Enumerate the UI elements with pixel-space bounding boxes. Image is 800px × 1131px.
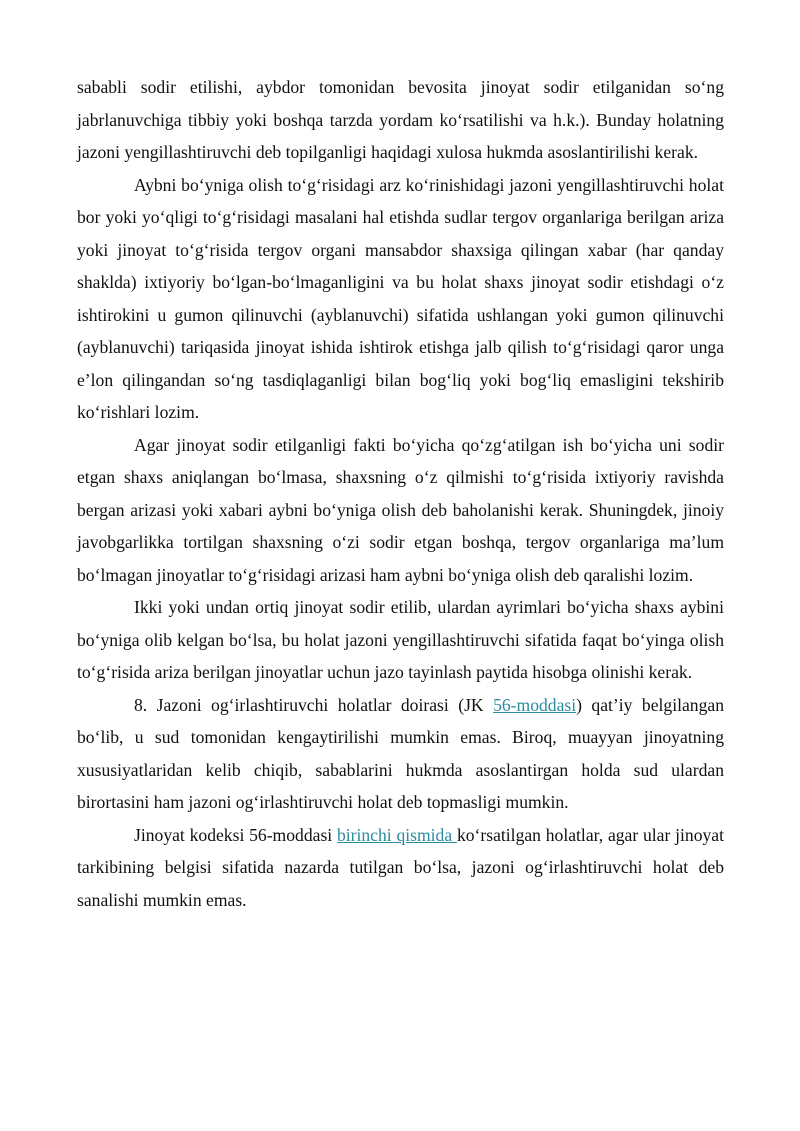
paragraph-aggravating-circumstances <box>77 689 724 819</box>
paragraph-text-before-link: 8. Jazoni og‘irlashtiruvchi holatlar doirasi (JK <box>134 694 494 715</box>
paragraph-confession: Aybni bo‘yniga olish to‘g‘risidagi arz ko‘rinishidagi jazoni yengillashtiruvchi holat bor yoki yo‘qligi to‘g‘risidagi masalani hal etishda sudlar tergov organlariga berilgan ariza yoki jinoyat to‘g‘risida tergov organi mansabdor shaxsiga qilingan xabar (har qanday shaklda) ixtiyoriy bo‘lgan-bo‘lmaganligini va bu holat shaxs jinoyat sodir etishdagi o‘z ishtirokini u gumon qilinuvchi (ayblanuvchi) sifatida ushlangan yoki gumon qilinuvchi (ayblanuvchi) tariqasida jinoyat ishida ishtirok etishga jalb qilish to‘g‘risidagi qaror unga e’lon qilingandan so‘ng tasdiqlaganligi bilan bog‘liq yoki bog‘liq emasligini tekshirib ko‘rishlari lozim. <box>77 174 724 422</box>
paragraph-text-before-link: Jinoyat kodeksi 56-moddasi <box>134 824 337 845</box>
article-56-link[interactable]: 56-moddasi <box>493 694 577 715</box>
paragraph-continuation: sababli sodir etilishi, aybdor tomonidan bevosita jinoyat sodir etilganidan so‘ng jabrlanuvchiga tibbiy yoki boshqa tarzda yordam ko‘rsatilishi va h.k.). Bunday holatning jazoni yengillashtiruvchi deb topilganligi haqidagi xulosa hukmda asoslantirilishi kerak. <box>77 77 724 162</box>
paragraph-text-after-link: ko‘rsatilgan holatlar, agar ular jinoyat tarkibining belgisi sifatida nazarda tutilgan bo‘lsa, jazoni og‘irlashtiruvchi holat deb sanalishi mumkin emas. <box>77 824 724 910</box>
document-page <box>77 71 724 916</box>
paragraph-multiple-crimes: Ikki yoki undan ortiq jinoyat sodir etilib, ulardan ayrimlari bo‘yicha shaxs aybini bo‘yniga olib kelgan bo‘lsa, bu holat jazoni yengillashtiruvchi sifatida faqat bo‘yinga olish to‘g‘risida ariza berilgan jinoyatlar uchun jazo tayinlash paytida hisobga olinishi kerak. <box>77 597 724 682</box>
paragraph-criminal-code <box>77 819 724 917</box>
paragraph-unidentified-offender: Agar jinoyat sodir etilganligi fakti bo‘yicha qo‘zg‘atilgan ish bo‘yicha uni sodir etgan shaxs aniqlangan bo‘lmasa, shaxsning o‘z qilmishi to‘g‘risida ixtiyoriy ravishda bergan arizasi yoki xabari aybni bo‘yniga olish deb baholanishi kerak. Shuningdek, jinoiy javobgarlikka tortilgan shaxsning o‘zi sodir etgan boshqa, tergov organlariga ma’lum bo‘lmagan jinoyatlar to‘g‘risidagi arizasi ham aybni bo‘yniga olish deb qaralishi lozim. <box>77 434 724 585</box>
paragraph-text-after-link: ) qat’iy belgilangan bo‘lib, u sud tomonidan kengaytirilishi mumkin emas. Biroq, muayyan jinoyatning xususiyatlaridan kelib chiqib, sabablarini hukmda asoslantirgan holda sud ulardan birortasini ham jazoni og‘irlashtiruvchi holat deb topmasligi mumkin. <box>77 694 724 812</box>
first-part-link[interactable]: birinchi qismida <box>336 824 457 845</box>
